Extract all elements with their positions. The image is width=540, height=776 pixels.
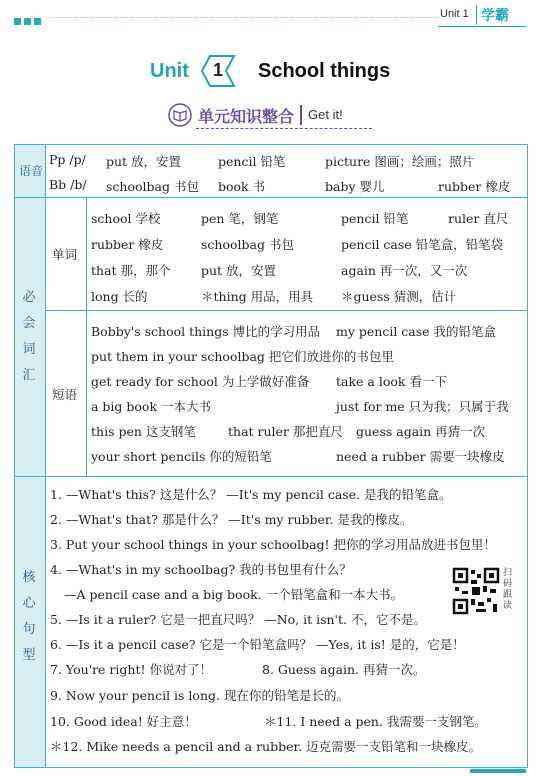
header-underline <box>438 26 526 27</box>
vocab-phrase: guess again 再猜一次 <box>356 424 486 439</box>
vocab-word: put 放，安置 <box>201 263 277 278</box>
vocab-phrase: take a look 看一下 <box>336 374 447 389</box>
unit-word: Unit <box>150 60 189 82</box>
vocab-phrase: your short pencils 你的短铅笔 <box>91 449 272 464</box>
col-divider-1 <box>45 145 46 767</box>
pron-word: picture 图画；绘画；照片 <box>325 154 475 169</box>
qr-caption: 扫码跟读 <box>503 568 513 611</box>
page-title: School things <box>258 60 391 82</box>
section-subtitle: Get it! <box>308 107 343 122</box>
header-brand: 学霸 <box>476 5 509 25</box>
col-divider-2 <box>86 198 87 476</box>
vocab-word: long 长的 <box>91 289 148 304</box>
vocab-phrase: put them in your schoolbag 把它们放进你的书包里 <box>91 349 394 364</box>
vocab-phrase: need a rubber 需要一块橡皮 <box>336 449 505 464</box>
footer-accent <box>470 769 526 773</box>
sentence-line: 7. You're right! 你说对了！ <box>50 662 212 677</box>
pron-word: book 书 <box>218 179 266 194</box>
vocab-word: pen 笔，钢笔 <box>201 211 279 226</box>
header-unit-label: Unit 1 <box>440 8 469 20</box>
sentence-line: —A pencil case and a big book. 一个铅笔盒和一本大书。 <box>64 587 404 602</box>
pron-sound-p: Pp /p/ <box>49 152 86 167</box>
vocab-word: ＊thing 用品，用具 <box>201 289 314 304</box>
vocab-word: that 那，那个 <box>91 263 171 278</box>
vocab-phrase: just for me 只为我；只属于我 <box>336 399 509 414</box>
header-dots <box>14 10 44 29</box>
vocab-word: rubber 橡皮 <box>91 237 164 252</box>
vocab-word: again 再一次，又一次 <box>341 263 468 278</box>
row-divider-2 <box>46 310 527 311</box>
row-divider-3 <box>15 476 527 477</box>
sentence-line: 3. Put your school things in your schoolbag! 把你的学习用品放进书包里！ <box>50 537 497 552</box>
vocab-phrase: my pencil case 我的铅笔盒 <box>336 324 497 339</box>
sentence-line: 10. Good idea! 好主意！ <box>50 714 197 729</box>
vocab-word: ruler 直尺 <box>448 211 509 226</box>
vocab-word: pencil case 铅笔盒，铅笔袋 <box>341 237 504 252</box>
vocab-word: school 学校 <box>91 211 161 226</box>
vocab-word: schoolbag 书包 <box>201 237 294 252</box>
section-title: 单元知识整合 <box>198 109 295 126</box>
pron-sound-b: Bb /b/ <box>49 177 87 192</box>
sentence-line: 1. —What's this? 这是什么？ —It's my pencil case. 是我的铅笔盒。 <box>50 487 452 502</box>
sentence-line: 4. —What's in my schoolbag? 我的书包里有什么？ <box>50 562 352 577</box>
sentence-line: 5. —Is it a ruler? 它是一把直尺吗？ —No, it isn't. 不，它不是。 <box>50 612 426 627</box>
sentence-line: ＊12. Mike needs a pencil and a rubber. 迈克需要一支铅笔和一块橡皮。 <box>50 739 482 754</box>
vocab-word: ＊guess 猜测，估计 <box>341 289 457 304</box>
vocab-phrase: a big book 一本大书 <box>91 399 212 414</box>
vocab-phrase: Bobby's school things 博比的学习用品 <box>91 324 321 339</box>
pron-word: baby 婴儿 <box>325 179 385 194</box>
pron-word: pencil 铅笔 <box>218 154 286 169</box>
vocab-phrase: this pen 这支钢笔 <box>91 424 196 439</box>
pron-word: rubber 橡皮 <box>438 179 511 194</box>
pron-word: schoolbag 书包 <box>106 179 199 194</box>
section-divider <box>300 105 302 125</box>
words-label: 单词 <box>52 247 78 262</box>
qr-code-icon[interactable] <box>452 567 500 615</box>
sentence-line: 2. —What's that? 那是什么？ —It's my rubber. 是我的橡皮。 <box>50 512 413 527</box>
row-divider-1 <box>15 197 527 198</box>
phrases-label: 短语 <box>52 387 78 402</box>
book-icon <box>168 103 192 131</box>
vocab-phrase: that ruler 那把直尺 <box>228 424 343 439</box>
unit-number-badge <box>200 54 236 88</box>
sentence-line: ＊11. I need a pen. 我需要一支钢笔。 <box>264 714 487 729</box>
vocab-word: pencil 铅笔 <box>341 211 409 226</box>
sentence-line: 8. Guess again. 再猜一次。 <box>262 662 426 677</box>
unit-number: 1 <box>213 60 224 80</box>
sentences-label: 核心句型 <box>22 570 36 663</box>
section-underline <box>196 128 372 129</box>
vocab-label: 必会词汇 <box>22 290 36 383</box>
header-rule <box>50 17 438 18</box>
pronunciation-label: 语音 <box>18 164 43 178</box>
sentence-line: 6. —Is it a pencil case? 它是一个铅笔盒吗？ —Yes, it is! 是的，它是！ <box>50 637 465 652</box>
pron-word: put 放，安置 <box>106 154 182 169</box>
sentence-line: 9. Now your pencil is long. 现在你的铅笔是长的。 <box>50 688 349 703</box>
vocab-phrase: get ready for school 为上学做好准备 <box>91 374 310 389</box>
